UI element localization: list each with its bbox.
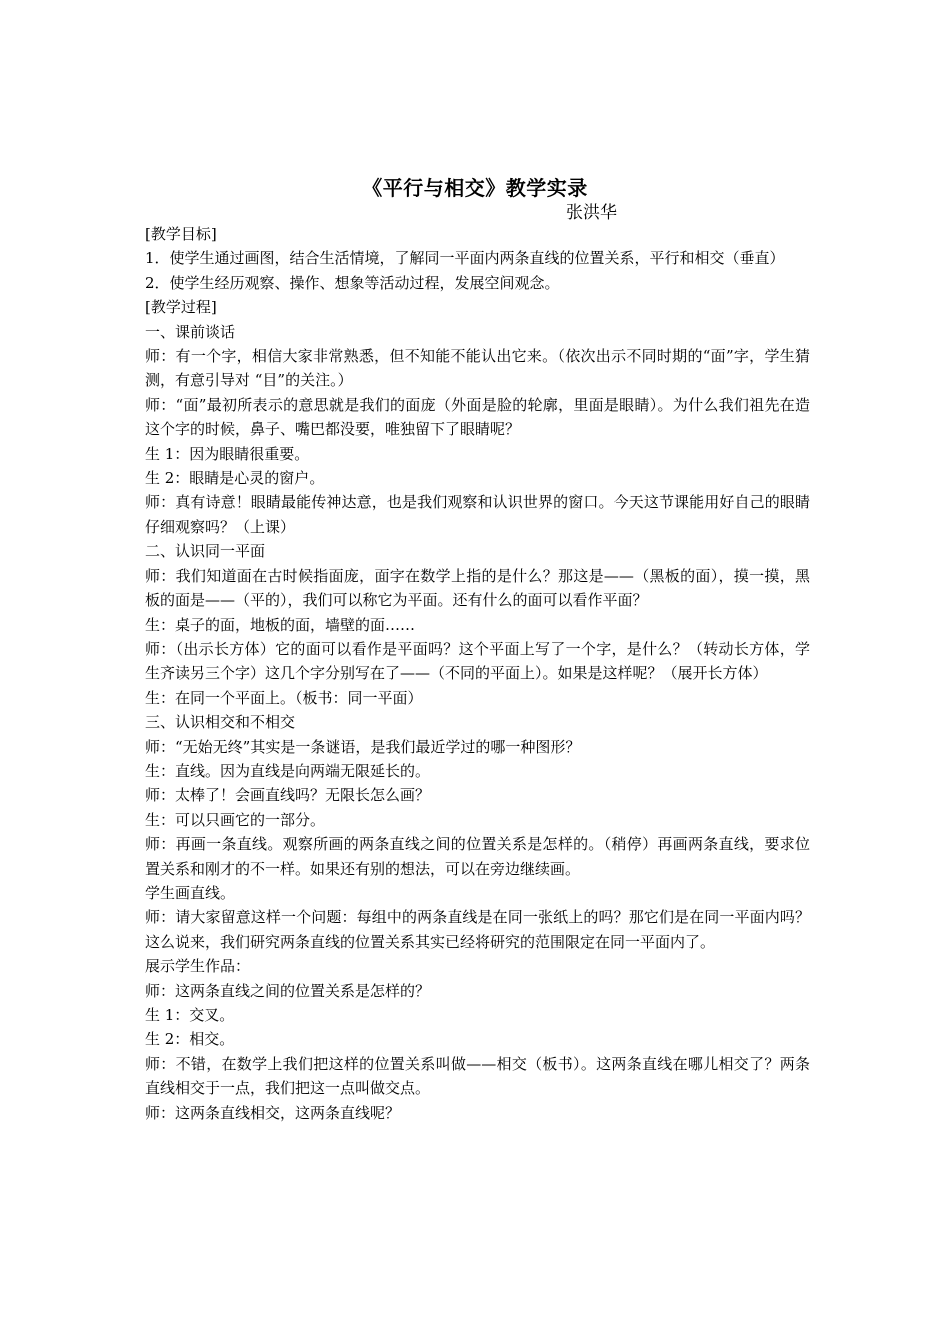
paragraph: 生 2：相交。: [145, 1030, 235, 1049]
paragraph: 生：可以只画它的一部分。: [145, 810, 326, 829]
paragraph: 师：“面”最初所表示的意思就是我们的面庞（外面是脸的轮廓，里面是眼睛）。为什么我们祖先在造这个字的时候，鼻子、嘴巴都没要，唯独留下了眼睛呢？: [145, 395, 810, 439]
paragraph: 生 1：因为眼睛很重要。: [145, 444, 310, 463]
section-heading: 二、认识同一平面: [145, 542, 266, 561]
paragraph: 师：太棒了！会画直线吗？无限长怎么画？: [145, 786, 431, 805]
paragraph: 师：请大家留意这样一个问题：每组中的两条直线是在同一张纸上的吗？那它们是在同一平面内吗？这么说来，我们研究两条直线的位置关系其实已经将研究的范围限定在同一平面内了。: [145, 908, 810, 951]
document-author: 张洪华: [566, 203, 617, 223]
paragraph: 生 2：眼睛是心灵的窗户。: [145, 469, 325, 488]
paragraph: 师：再画一条直线。观察所画的两条直线之间的位置关系是怎样的。（稍停）再画两条直线，要求位置关系和刚才的不一样。如果还有别的想法，可以在旁边继续画。: [145, 835, 810, 878]
paragraph: 生：在同一个平面上。（板书：同一平面）: [145, 688, 423, 707]
paragraph: 1．使学生通过画图，结合生活情境，了解同一平面内两条直线的位置关系，平行和相交（垂直）: [145, 249, 785, 268]
paragraph: 师：不错，在数学上我们把这样的位置关系叫做——相交（板书）。这两条直线在哪儿相交了？两条直线相交于一点，我们把这一点叫做交点。: [145, 1054, 810, 1098]
paragraph: 师：（出示长方体）它的面可以看作是平面吗？这个平面上写了一个字，是什么？（转动长方体，学生齐读另三个字）这几个字分别写在了——（不同的平面上）。如果是这样呢？（展开长方体）: [145, 639, 810, 683]
paragraph: 师：有一个字，相信大家非常熟悉，但不知能不能认出它来。（依次出示不同时期的“面”字，学生猜测，有意引导对 “目”的关注。）: [145, 347, 810, 390]
section-heading: 三、认识相交和不相交: [145, 713, 296, 732]
paragraph: 生 1：交叉。: [145, 1006, 235, 1024]
paragraph: 生：直线。因为直线是向两端无限延长的。: [145, 761, 431, 780]
paragraph: 师：真有诗意！眼睛最能传神达意，也是我们观察和认识世界的窗口。今天这节课能用好自己的眼睛仔细观察吗？（上课）: [145, 493, 810, 536]
paragraph: 2．使学生经历观察、操作、想象等活动过程，发展空间观念。: [145, 273, 560, 292]
document-title: 《平行与相交》教学实录: [362, 176, 588, 200]
paragraph: 师：“无始无终”其实是一条谜语，是我们最近学过的哪一种图形？: [145, 737, 581, 756]
paragraph: 师：我们知道面在古时候指面庞，面字在数学上指的是什么？那这是——（黑板的面），摸一摸，黑板的面是——（平的），我们可以称它为平面。还有什么的面可以看作平面？: [145, 566, 810, 610]
paragraph: 师：这两条直线之间的位置关系是怎样的？: [145, 981, 431, 1000]
paragraph: 学生画直线。: [145, 883, 236, 902]
paragraph: 生：桌子的面，地板的面，墙壁的面……: [145, 615, 416, 634]
section-heading: [教学过程]: [145, 298, 217, 317]
document-body: [145, 222, 810, 1125]
section-heading: 一、课前谈话: [145, 322, 236, 341]
paragraph: 师：这两条直线相交，这两条直线呢？: [145, 1103, 401, 1122]
paragraph: 展示学生作品：: [145, 957, 251, 976]
section-heading: [教学目标]: [145, 225, 217, 243]
